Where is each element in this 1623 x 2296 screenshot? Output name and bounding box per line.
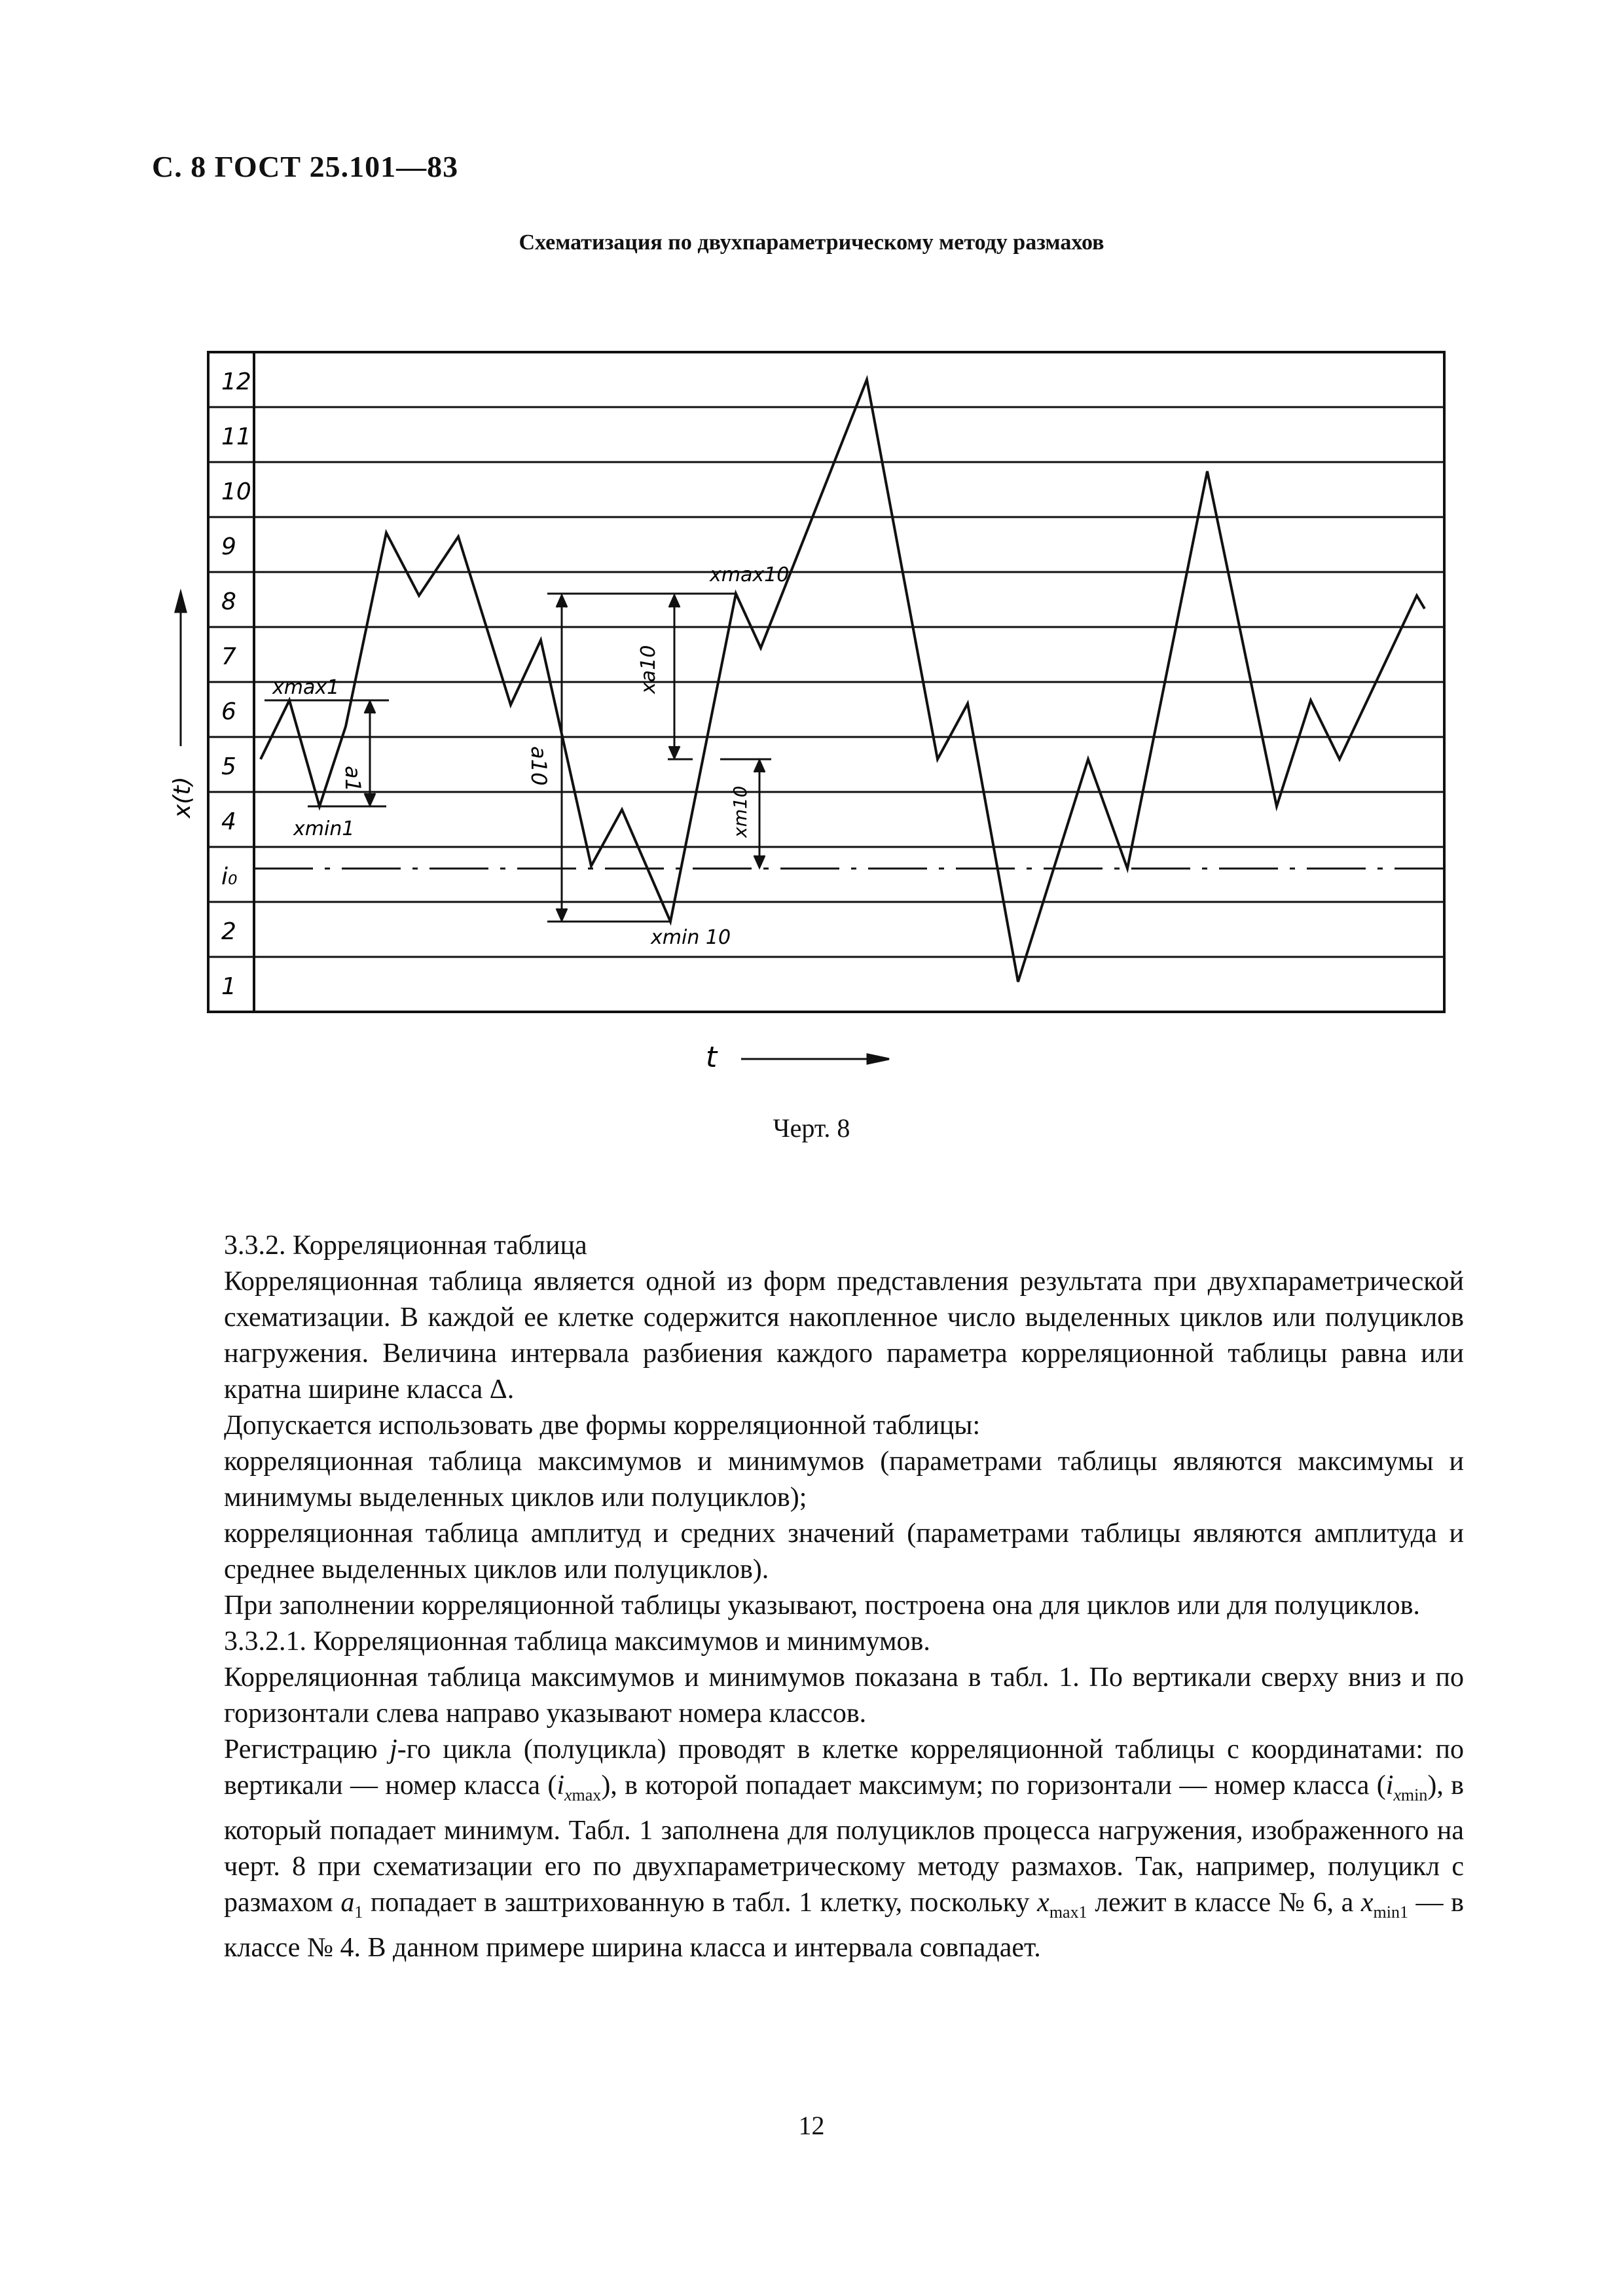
x-axis-label: t <box>706 1041 718 1067</box>
page-header: С. 8 ГОСТ 25.101—83 <box>152 150 459 183</box>
load-signal <box>261 380 1425 982</box>
paragraph: Корреляционная таблица является одной из форм представления результата при двухпараметрической схематизации. В каждой ее клетке содержится накопленное число выделенных циклов или полуциклов нагружения. Величина интервала разбиения каждого параметра корреляционной таблицы равна или кратна ширине класса Δ. <box>224 1266 1464 1405</box>
class-label: 5 <box>221 753 236 781</box>
section-heading-3-3-2-1: 3.3.2.1. Корреляционная таблица максимумов и минимумов. <box>224 1626 930 1657</box>
a1-label: a1 <box>340 766 365 792</box>
y-axis-label: x(t) <box>169 776 196 818</box>
paragraph: Допускается использовать две формы корреляционной таблицы: <box>224 1410 981 1441</box>
paragraph: корреляционная таблица амплитуд и средних значений (параметрами таблицы являются амплитуда и среднее выделенных циклов или полуциклов). <box>224 1518 1464 1585</box>
range-method-diagram <box>0 314 1623 1067</box>
class-label: 1 <box>221 973 236 1001</box>
class-label: 7 <box>221 643 236 671</box>
x-axis-arrow <box>741 1054 889 1064</box>
paragraph: Корреляционная таблица максимумов и минимумов показана в табл. 1. По вертикали сверху вниз и по горизонтали слева направо указывают номера классов. <box>224 1662 1464 1729</box>
class-label: i₀ <box>221 863 238 891</box>
paragraph-registration: Регистрацию j-го цикла (полуцикла) проводят в клетке корреляционной таблицы с координатами: по вертикали — номер класса $(i_{xmax})$, в которой попадает максимум; по горизонтали — номер класса $(i_{xmin})$, в который попадает минимум. Табл. 1 заполнена для полуциклов процесса нагружения, изображенного на черт. 8 при схематизации его по двухпараметрическому методу размахов. Так, например, полуцикл с размахом $a_1$ попадает в заштрихованную в табл. 1 клетку, поскольку $x_{max1}$ лежит в классе № 6, а $x_{min1}$ — в классе № 4. В данном примере ширина класса и интервала совпадает. <box>224 1734 1464 1963</box>
class-label: 8 <box>221 588 236 616</box>
page-number: 12 <box>798 2111 825 2140</box>
class-label: 4 <box>221 808 236 836</box>
paragraph: При заполнении корреляционной таблицы указывают, построена она для циклов или для полуциклов. <box>224 1590 1420 1621</box>
xmin10-label: xmin 10 <box>651 926 731 949</box>
y-axis-arrow <box>175 592 186 746</box>
a10-annotation <box>547 594 771 922</box>
class-boundaries <box>208 407 1444 957</box>
class-label: 2 <box>221 918 236 946</box>
a10-label: a10 <box>526 746 551 786</box>
figure-title: Схематизация по двухпараметрическому методу размахов <box>519 230 1104 255</box>
figure-caption: Черт. 8 <box>773 1113 850 1143</box>
class-label: 12 <box>221 368 251 396</box>
class-label: 10 <box>221 478 251 506</box>
a1-annotation <box>264 700 389 806</box>
body-text <box>224 1228 1464 1966</box>
xmax10-label: xmax10 <box>710 564 790 586</box>
section-heading-3-3-2: 3.3.2. Корреляционная таблица <box>224 1230 587 1261</box>
xmin1-label: xmin1 <box>293 817 355 840</box>
xm10-label: xm10 <box>729 785 751 838</box>
class-label: 9 <box>221 533 236 561</box>
paragraph: корреляционная таблица максимумов и минимумов (параметрами таблицы являются максимумы и минимумы выделенных циклов или полуциклов); <box>224 1446 1464 1513</box>
class-labels <box>221 368 251 1000</box>
class-label: 6 <box>221 698 236 726</box>
xmax1-label: xmax1 <box>272 676 340 699</box>
xa10-label: xa10 <box>637 645 660 694</box>
class-label: 11 <box>221 423 251 451</box>
